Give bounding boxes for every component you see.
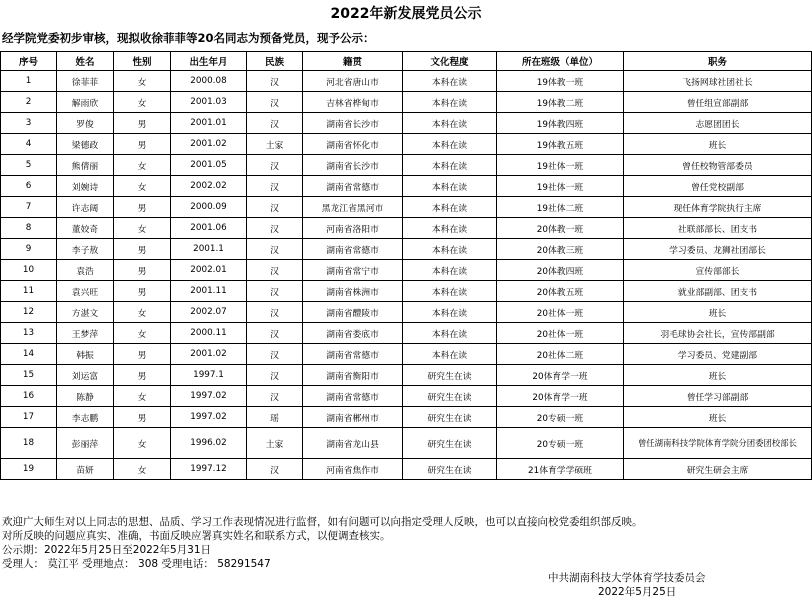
table-cell: 湖南省长沙市 [303, 155, 403, 176]
table-cell: 9 [1, 239, 57, 260]
table-cell: 10 [1, 260, 57, 281]
table-cell: 20体教四班 [497, 260, 624, 281]
table-cell: 2000.09 [171, 197, 247, 218]
table-cell: 4 [1, 134, 57, 155]
table-cell: 土家 [247, 134, 303, 155]
table-cell: 本科在读 [403, 344, 497, 365]
table-cell: 5 [1, 155, 57, 176]
table-cell: 志愿团团长 [624, 113, 812, 134]
table-cell: 河南省洛阳市 [303, 218, 403, 239]
table-cell: 就业部副部、团支书 [624, 281, 812, 302]
table-row [1, 459, 812, 480]
table-cell: 6 [1, 176, 57, 197]
issuing-organization: 中共湖南科技大学体育学技委员会 [548, 572, 706, 584]
table-cell: 刘婉诗 [57, 176, 114, 197]
table-cell: 2001.05 [171, 155, 247, 176]
table-cell: 3 [1, 113, 57, 134]
table-cell: 男 [114, 365, 171, 386]
issue-date: 2022年5月25日 [598, 586, 677, 598]
table-cell: 方湛文 [57, 302, 114, 323]
table-cell: 曾任湖南科技学院体育学院分团委团校部长 [624, 428, 812, 459]
table-cell: 16 [1, 386, 57, 407]
table-cell: 7 [1, 197, 57, 218]
table-cell: 吉林省桦甸市 [303, 92, 403, 113]
table-cell: 袁浩 [57, 260, 114, 281]
footer-notice-line1: 欢迎广大师生对以上同志的思想、品质、学习工作表现情况进行监督，如有问题可以向指定受理人反映，也可以直接向校党委组织部反映。 [2, 516, 643, 528]
table-cell: 汉 [247, 302, 303, 323]
table-cell: 男 [114, 134, 171, 155]
table-cell: 董姣奇 [57, 218, 114, 239]
table-row [1, 260, 812, 281]
table-cell: 19 [1, 459, 57, 480]
table-cell: 女 [114, 176, 171, 197]
table-cell: 20体育学一班 [497, 386, 624, 407]
table-cell: 班长 [624, 134, 812, 155]
table-cell: 黑龙江省黑河市 [303, 197, 403, 218]
table-cell: 汉 [247, 92, 303, 113]
table-cell: 湖南省长沙市 [303, 113, 403, 134]
table-cell: 2002.02 [171, 176, 247, 197]
table-cell: 女 [114, 71, 171, 92]
table-cell: 1997.12 [171, 459, 247, 480]
table-cell: 女 [114, 323, 171, 344]
table-cell: 女 [114, 155, 171, 176]
table-cell: 熊倩丽 [57, 155, 114, 176]
table-row [1, 134, 812, 155]
table-cell: 湖南省株洲市 [303, 281, 403, 302]
table-cell: 汉 [247, 197, 303, 218]
table-cell: 王梦萍 [57, 323, 114, 344]
table-cell: 河北省唐山市 [303, 71, 403, 92]
table-cell: 湖南省郴州市 [303, 407, 403, 428]
table-cell: 男 [114, 260, 171, 281]
table-cell: 1 [1, 71, 57, 92]
header-cell: 民族 [247, 52, 303, 71]
table-cell: 2001.01 [171, 113, 247, 134]
table-cell: 本科在读 [403, 134, 497, 155]
header-cell: 职务 [624, 52, 812, 71]
table-cell: 13 [1, 323, 57, 344]
table-cell: 研究生在读 [403, 386, 497, 407]
table-row [1, 218, 812, 239]
table-cell: 班长 [624, 407, 812, 428]
table-cell: 徐菲菲 [57, 71, 114, 92]
table-cell: 2001.03 [171, 92, 247, 113]
table-cell: 汉 [247, 365, 303, 386]
table-cell: 汉 [247, 281, 303, 302]
table-cell: 本科在读 [403, 113, 497, 134]
table-row [1, 344, 812, 365]
header-cell: 籍贯 [303, 52, 403, 71]
table-cell: 现任体育学院执行主席 [624, 197, 812, 218]
publicity-period: 公示期：2022年5月25日至2022年5月31日 [2, 544, 212, 556]
table-cell: 2 [1, 92, 57, 113]
table-cell: 19社体一班 [497, 155, 624, 176]
table-cell: 男 [114, 113, 171, 134]
table-row [1, 113, 812, 134]
header-cell: 所在班级（单位） [497, 52, 624, 71]
table-cell: 解雨欣 [57, 92, 114, 113]
table-cell: 汉 [247, 71, 303, 92]
table-cell: 研究生研会主席 [624, 459, 812, 480]
table-cell: 宣传部部长 [624, 260, 812, 281]
table-cell: 班长 [624, 302, 812, 323]
table-cell: 本科在读 [403, 92, 497, 113]
table-cell: 许志阔 [57, 197, 114, 218]
table-cell: 曾任学习部副部 [624, 386, 812, 407]
table-row [1, 92, 812, 113]
table-cell: 李志鹏 [57, 407, 114, 428]
header-cell: 序号 [1, 52, 57, 71]
table-cell: 20体教三班 [497, 239, 624, 260]
table-cell: 19社体一班 [497, 176, 624, 197]
table-cell: 19体教五班 [497, 134, 624, 155]
table-cell: 湖南省常德市 [303, 176, 403, 197]
table-cell: 湖南省怀化市 [303, 134, 403, 155]
header-cell: 姓名 [57, 52, 114, 71]
table-cell: 女 [114, 428, 171, 459]
table-row [1, 239, 812, 260]
table-cell: 19体教一班 [497, 71, 624, 92]
table-cell: 11 [1, 281, 57, 302]
table-cell: 20社体二班 [497, 344, 624, 365]
table-cell: 男 [114, 407, 171, 428]
header-cell: 文化程度 [403, 52, 497, 71]
table-cell: 2001.02 [171, 134, 247, 155]
table-cell: 汉 [247, 218, 303, 239]
table-cell: 瑶 [247, 407, 303, 428]
table-cell: 20体教五班 [497, 281, 624, 302]
candidate-table [0, 51, 812, 480]
table-cell: 本科在读 [403, 176, 497, 197]
table-cell: 20社体一班 [497, 302, 624, 323]
table-cell: 罗俊 [57, 113, 114, 134]
table-cell: 汉 [247, 155, 303, 176]
table-cell: 1997.02 [171, 386, 247, 407]
table-row [1, 365, 812, 386]
table-cell: 14 [1, 344, 57, 365]
table-row [1, 197, 812, 218]
table-cell: 男 [114, 197, 171, 218]
table-cell: 2001.06 [171, 218, 247, 239]
table-cell: 本科在读 [403, 71, 497, 92]
table-cell: 湖南省娄底市 [303, 323, 403, 344]
table-cell: 研究生在读 [403, 407, 497, 428]
table-cell: 19体教二班 [497, 92, 624, 113]
table-row [1, 407, 812, 428]
table-cell: 汉 [247, 344, 303, 365]
table-cell: 汉 [247, 113, 303, 134]
table-cell: 女 [114, 302, 171, 323]
table-row [1, 176, 812, 197]
table-cell: 女 [114, 218, 171, 239]
table-cell: 20体育学一班 [497, 365, 624, 386]
table-cell: 2001.1 [171, 239, 247, 260]
table-row [1, 155, 812, 176]
table-cell: 曾任组宣部副部 [624, 92, 812, 113]
table-cell: 汉 [247, 176, 303, 197]
table-cell: 湖南省常德市 [303, 386, 403, 407]
table-cell: 学习委员、龙狮社团部长 [624, 239, 812, 260]
table-cell: 学习委员、党建副部 [624, 344, 812, 365]
table-cell: 湖南省常德市 [303, 344, 403, 365]
table-body [1, 71, 812, 480]
table-row [1, 281, 812, 302]
table-cell: 汉 [247, 239, 303, 260]
table-cell: 韩振 [57, 344, 114, 365]
table-cell: 女 [114, 459, 171, 480]
table-row [1, 71, 812, 92]
table-cell: 女 [114, 92, 171, 113]
table-cell: 本科在读 [403, 281, 497, 302]
table-cell: 湖南省醴陵市 [303, 302, 403, 323]
table-cell: 本科在读 [403, 239, 497, 260]
table-cell: 男 [114, 239, 171, 260]
table-cell: 1997.02 [171, 407, 247, 428]
table-cell: 汉 [247, 386, 303, 407]
table-cell: 本科在读 [403, 302, 497, 323]
intro-text: 经学院党委初步审核，现拟收徐菲菲等20名同志为预备党员，现予公示： [2, 31, 375, 45]
table-cell: 湖南省龙山县 [303, 428, 403, 459]
table-cell: 梁德政 [57, 134, 114, 155]
table-cell: 男 [114, 281, 171, 302]
table-cell: 2001.11 [171, 281, 247, 302]
contact-info: 受理人： 莫江平 受理地点： 308 受理电话： 58291547 [2, 558, 271, 570]
table-cell: 17 [1, 407, 57, 428]
table-cell: 20专硕一班 [497, 407, 624, 428]
table-cell: 15 [1, 365, 57, 386]
table-cell: 彭丽萍 [57, 428, 114, 459]
table-cell: 8 [1, 218, 57, 239]
table-cell: 本科在读 [403, 218, 497, 239]
table-cell: 研究生在读 [403, 459, 497, 480]
table-cell: 湖南省常宁市 [303, 260, 403, 281]
table-cell: 班长 [624, 365, 812, 386]
table-row [1, 386, 812, 407]
table-cell: 2002.01 [171, 260, 247, 281]
table-cell: 曾任党校副部 [624, 176, 812, 197]
table-cell: 汉 [247, 459, 303, 480]
table-header-row [1, 52, 812, 71]
table-cell: 曾任校物管部委员 [624, 155, 812, 176]
table-cell: 研究生在读 [403, 365, 497, 386]
table-cell: 社联部部长、团支书 [624, 218, 812, 239]
table-cell: 飞扬网球社团社长 [624, 71, 812, 92]
table-row [1, 302, 812, 323]
table-row [1, 323, 812, 344]
table-cell: 19体教四班 [497, 113, 624, 134]
table-cell: 湖南省常德市 [303, 239, 403, 260]
table-cell: 2002.07 [171, 302, 247, 323]
footer-notice-line2: 对所反映的问题应真实、准确，书面反映应署真实姓名和联系方式，以便调查核实。 [2, 530, 391, 542]
table-cell: 李子敖 [57, 239, 114, 260]
table-cell: 本科在读 [403, 197, 497, 218]
table-cell: 刘运富 [57, 365, 114, 386]
table-cell: 袁兴旺 [57, 281, 114, 302]
table-cell: 湖南省衡阳市 [303, 365, 403, 386]
table-cell: 18 [1, 428, 57, 459]
table-cell: 20专硕一班 [497, 428, 624, 459]
table-cell: 1997.1 [171, 365, 247, 386]
page-title: 2022年新发展党员公示 [330, 6, 482, 22]
table-cell: 本科在读 [403, 260, 497, 281]
header-cell: 性别 [114, 52, 171, 71]
table-cell: 2000.11 [171, 323, 247, 344]
table-cell: 19社体二班 [497, 197, 624, 218]
table-cell: 本科在读 [403, 323, 497, 344]
table-cell: 汉 [247, 323, 303, 344]
table-cell: 河南省焦作市 [303, 459, 403, 480]
table-cell: 陈静 [57, 386, 114, 407]
table-cell: 12 [1, 302, 57, 323]
table-cell: 21体育学学硕班 [497, 459, 624, 480]
table-cell: 女 [114, 386, 171, 407]
table-cell: 2001.02 [171, 344, 247, 365]
table-cell: 苗妍 [57, 459, 114, 480]
table-cell: 2000.08 [171, 71, 247, 92]
table-cell: 研究生在读 [403, 428, 497, 459]
table-cell: 汉 [247, 260, 303, 281]
table-cell: 1996.02 [171, 428, 247, 459]
table-cell: 20体教一班 [497, 218, 624, 239]
table-cell: 男 [114, 344, 171, 365]
header-cell: 出生年月 [171, 52, 247, 71]
table-cell: 土家 [247, 428, 303, 459]
table-cell: 本科在读 [403, 155, 497, 176]
table-row [1, 428, 812, 459]
table-cell: 20社体一班 [497, 323, 624, 344]
table-cell: 羽毛球协会社长，宣传部副部 [624, 323, 812, 344]
